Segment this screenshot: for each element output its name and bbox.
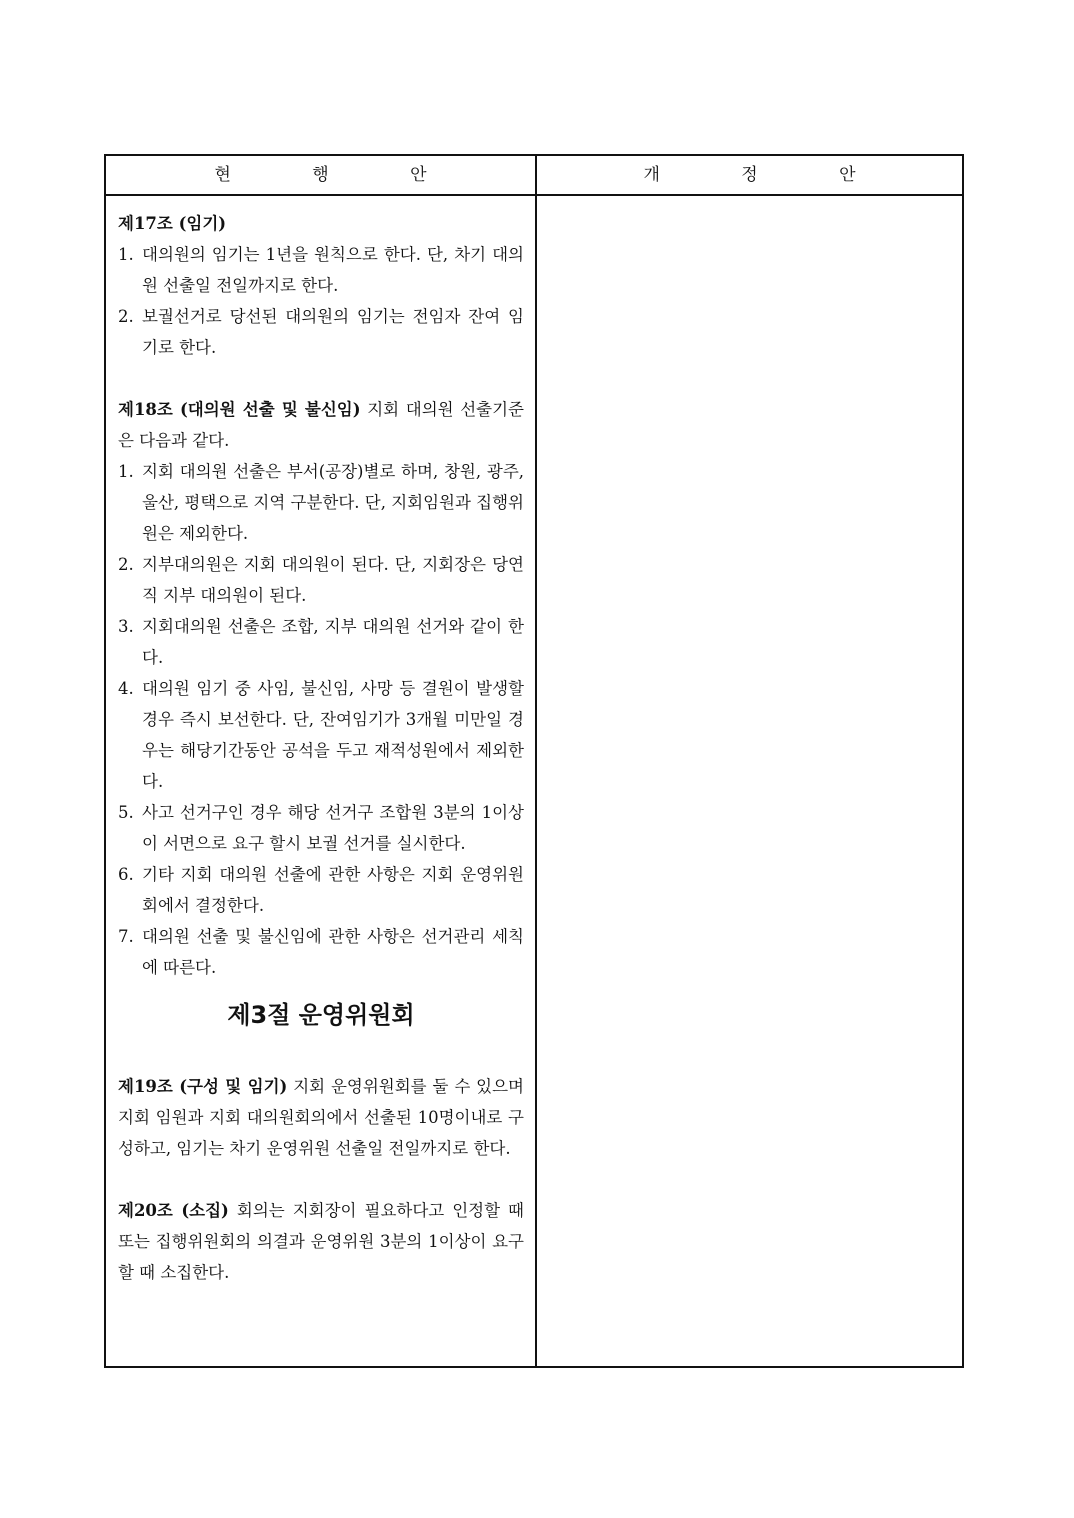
section-heading: 제3절 운영위원회 xyxy=(227,1001,415,1029)
article-19-body: 지회 운영위원회를 둘 수 있으며 지회 임원과 지회 대의원회의에서 선출된 10명이내로 구성하고, 임기는 차기 운영위원 선출일 전일까지로 한다. xyxy=(118,1077,524,1158)
header-current: 현 행 안 xyxy=(214,165,465,185)
article-18-title: 제18조 (대의원 선출 및 불신임) xyxy=(118,400,361,419)
article-20-title: 제20조 (소집) xyxy=(118,1201,229,1220)
table-header-row xyxy=(106,156,962,196)
article-18-item: 7. 대의원 선출 및 불신임에 관한 사항은 선거관리 세칙에 따른다. xyxy=(118,927,524,977)
article-19-title: 제19조 (구성 및 임기) xyxy=(118,1077,288,1096)
article-18 xyxy=(118,394,524,456)
article-18-item: 4. 대의원 임기 중 사임, 불신임, 사망 등 결원이 발생할 경우 즉시 보선한다. 단, 잔여임기가 3개월 미만일 경우는 해당기간동안 공석을 두고 재적성원에서 제외한다. xyxy=(118,679,524,791)
header-revised: 개 정 안 xyxy=(643,165,894,185)
article-20 xyxy=(118,1195,524,1288)
article-20-body: 회의는 지회장이 필요하다고 인정할 때 또는 집행위원회의 의결과 운영위원 3분의 1이상이 요구할 때 소집한다. xyxy=(118,1201,525,1282)
article-17 xyxy=(118,208,524,239)
current-column xyxy=(118,208,524,1288)
article-17-title: 제17조 (임기) xyxy=(118,214,227,233)
article-18-item: 1. 지회 대의원 선출은 부서(공장)별로 하며, 창원, 광주, 울산, 평택으로 지역 구분한다. 단, 지회임원과 집행위원은 제외한다. xyxy=(118,462,524,543)
column-divider xyxy=(535,156,537,1366)
article-18-item: 2. 지부대의원은 지회 대의원이 된다. 단, 지회장은 당연직 지부 대의원이 된다. xyxy=(118,555,524,605)
article-18-body: 지회 대의원 선출기준은 다음과 같다. xyxy=(118,400,525,450)
article-18-item: 3. 지회대의원 선출은 조합, 지부 대의원 선거와 같이 한다. xyxy=(118,617,524,667)
comparison-table xyxy=(104,154,964,1368)
article-17-item: 2. 보궐선거로 당선된 대의원의 임기는 전임자 잔여 임기로 한다. xyxy=(118,307,524,357)
article-18-item: 6. 기타 지회 대의원 선출에 관한 사항은 지회 운영위원회에서 결정한다. xyxy=(118,865,524,915)
article-19 xyxy=(118,1071,524,1164)
article-18-item: 5. 사고 선거구인 경우 해당 선거구 조합원 3분의 1이상이 서면으로 요구 할시 보궐 선거를 실시한다. xyxy=(118,803,524,853)
article-17-item: 1. 대의원의 임기는 1년을 원칙으로 한다. 단, 차기 대의원 선출일 전일까지로 한다. xyxy=(118,245,524,295)
